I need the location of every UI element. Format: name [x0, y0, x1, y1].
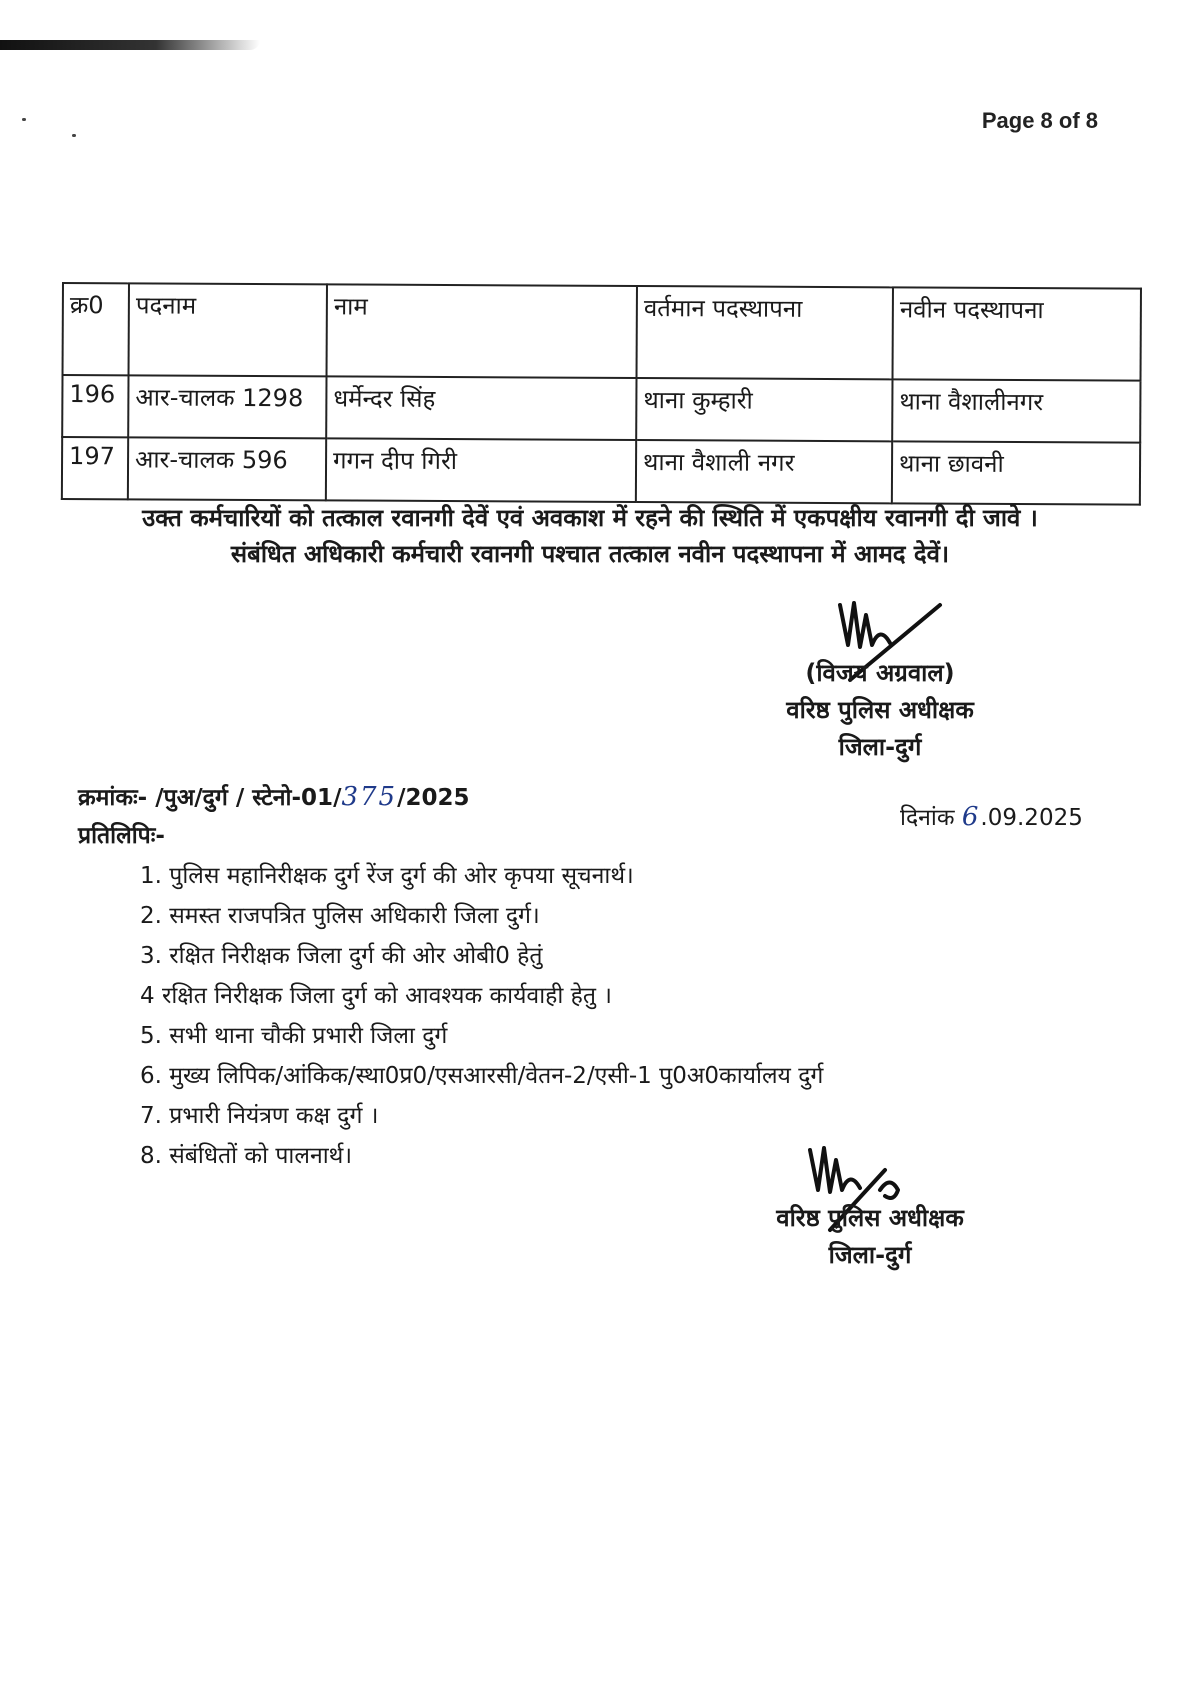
cell-current-posting: थाना वैशाली नगर [636, 440, 892, 503]
scan-speck [22, 118, 26, 121]
signatory-district: जिला-दुर्ग [828, 1241, 912, 1270]
date-rest: .09.2025 [980, 805, 1083, 831]
signatory-district: जिला-दुर्ग [838, 733, 922, 762]
reference-handwritten-number: 375 [341, 782, 398, 812]
page-number: Page 8 of 8 [981, 108, 1098, 133]
table-row [62, 437, 1140, 505]
scan-speck [72, 134, 76, 137]
instruction-text [60, 500, 1120, 572]
copy-to-label: प्रतिलिपिः- [78, 823, 165, 849]
header-name: नाम [327, 284, 637, 378]
header-current-posting: वर्तमान पदस्थापना [637, 286, 893, 379]
list-item: 8. संबंधितों को पालनार्थ। [140, 1143, 353, 1169]
cell-name: गगन दीप गिरी [326, 438, 636, 502]
cell-name: धर्मेन्दर सिंह [326, 376, 636, 440]
transfer-table [61, 282, 1142, 506]
list-item: 5. सभी थाना चौकी प्रभारी जिला दुर्ग [140, 1023, 448, 1049]
reference-suffix: /2025 [397, 785, 470, 811]
list-item: 7. प्रभारी नियंत्रण कक्ष दुर्ग । [140, 1103, 379, 1129]
copy-list [140, 856, 823, 1176]
signatory-name: (विजय अग्रवाल) [805, 659, 955, 687]
cell-new-posting: थाना छावनी [892, 441, 1140, 504]
signatory-designation: वरिष्ठ पुलिस अधीक्षक [786, 696, 974, 725]
list-item: 1. पुलिस महानिरीक्षक दुर्ग रेंज दुर्ग की ओर कृपया सूचनार्थ। [140, 863, 634, 889]
date-line [900, 800, 1083, 832]
header-serial: क्र0 [63, 283, 129, 375]
signatory-block-1 [760, 655, 1000, 767]
cell-post: आर-चालक 1298 [128, 375, 326, 438]
date-label: दिनांक [900, 805, 955, 831]
cell-post: आर-चालक 596 [128, 437, 326, 500]
signatory-block-2 [750, 1200, 990, 1274]
cell-current-posting: थाना कुम्हारी [636, 378, 892, 441]
list-item: 2. समस्त राजपत्रित पुलिस अधिकारी जिला दुर्ग। [140, 903, 540, 929]
reference-number [78, 780, 470, 812]
cell-serial: 197 [62, 437, 128, 499]
list-item: 6. मुख्य लिपिक/आंकिक/स्था0प्र0/एसआरसी/वेतन-2/एसी-1 पु0अ0कार्यालय दुर्ग [140, 1063, 824, 1089]
cell-serial: 196 [62, 375, 128, 437]
date-handwritten-day: 6 [961, 802, 981, 832]
signatory-designation: वरिष्ठ पुलिस अधीक्षक [776, 1204, 964, 1232]
cell-new-posting: थाना वैशालीनगर [892, 379, 1140, 442]
instruction-line-2: संबंधित अधिकारी कर्मचारी रवानगी पश्चात तत्काल नवीन पदस्थापना में आमद देवें। [230, 540, 950, 568]
header-post: पदनाम [129, 283, 327, 376]
list-item: 3. रक्षित निरीक्षक जिला दुर्ग की ओर ओबी0 हेतुं [140, 943, 543, 969]
table-header-row [63, 283, 1141, 381]
header-new-posting: नवीन पदस्थापना [893, 287, 1141, 380]
scan-edge-shadow [0, 40, 260, 50]
instruction-line-1: उक्त कर्मचारियों को तत्काल रवानगी देवें एवं अवकाश में रहने की स्थिति में एकपक्षीय रवानगी दी जावे । [142, 504, 1038, 532]
table-row [62, 375, 1140, 443]
reference-prefix: क्रमांकः- /पुअ/दुर्ग / स्टेनो-01/ [78, 785, 342, 811]
list-item: 4 रक्षित निरीक्षक जिला दुर्ग को आवश्यक कार्यवाही हेतु । [140, 983, 612, 1009]
